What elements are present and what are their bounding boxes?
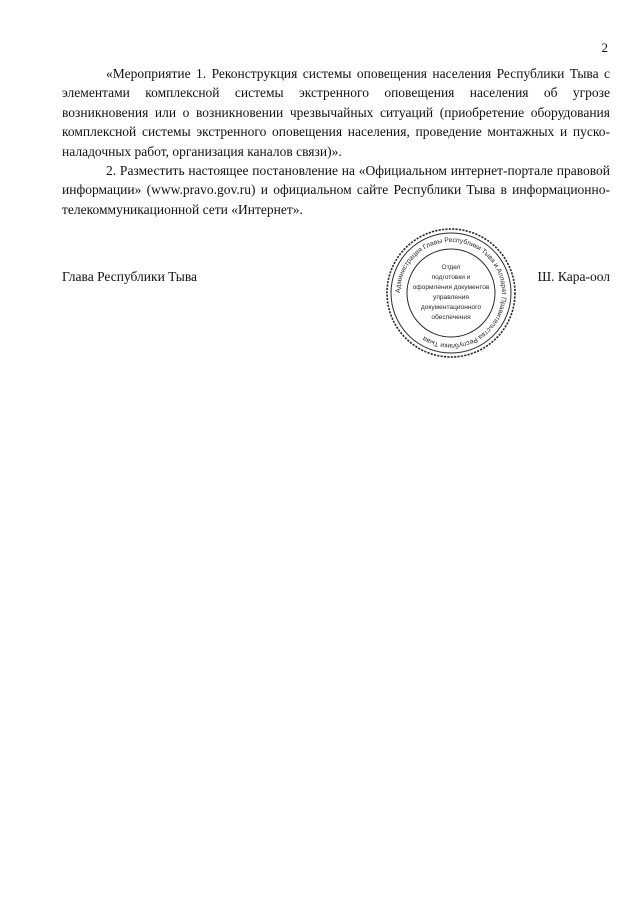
seal-outer-ring xyxy=(387,229,515,357)
document-body xyxy=(62,64,610,219)
seal-inner-ring xyxy=(407,249,495,337)
seal-center-line-6: обеспечения xyxy=(431,314,471,321)
seal-center-line-3: оформления документов xyxy=(412,284,490,291)
paragraph-measure-1: «Мероприятие 1. Реконструкция системы оповещения населения Республики Тыва с элементами комплексной системы экстренного оповещения населения об угрозе возникновения или о возникновении чрезвычайных ситуаций (приобретение оборудования комплексной системы экстренного оповещения населения, проведение монтажных и пуско-наладочных работ, организация каналов связи)». xyxy=(62,66,610,159)
page-number: 2 xyxy=(601,40,608,55)
official-seal xyxy=(384,226,518,360)
seal-ring-textpath: Администрация Главы Республики Тыва и Аппарат Правительства Республики Тыва xyxy=(394,236,508,350)
seal-stamp-icon xyxy=(384,226,518,360)
seal-center-line-1: Отдел xyxy=(441,264,461,271)
seal-ring-2 xyxy=(391,233,511,353)
signatory-name: Ш. Кара-оол xyxy=(537,269,610,284)
seal-center-line-5: документационного xyxy=(420,304,482,311)
seal-center-line-2: подготовки и xyxy=(431,274,471,281)
seal-center-line-4: управления xyxy=(433,294,469,301)
paragraph-publish: 2. Разместить настоящее постановление на «Официальном интернет-портале правовой информации» (www.pravo.gov.ru) и официальном сайте Республики Тыва в информационно-телекоммуникационной сети «Интернет». xyxy=(62,163,610,217)
signatory-position: Глава Республики Тыва xyxy=(62,269,198,284)
